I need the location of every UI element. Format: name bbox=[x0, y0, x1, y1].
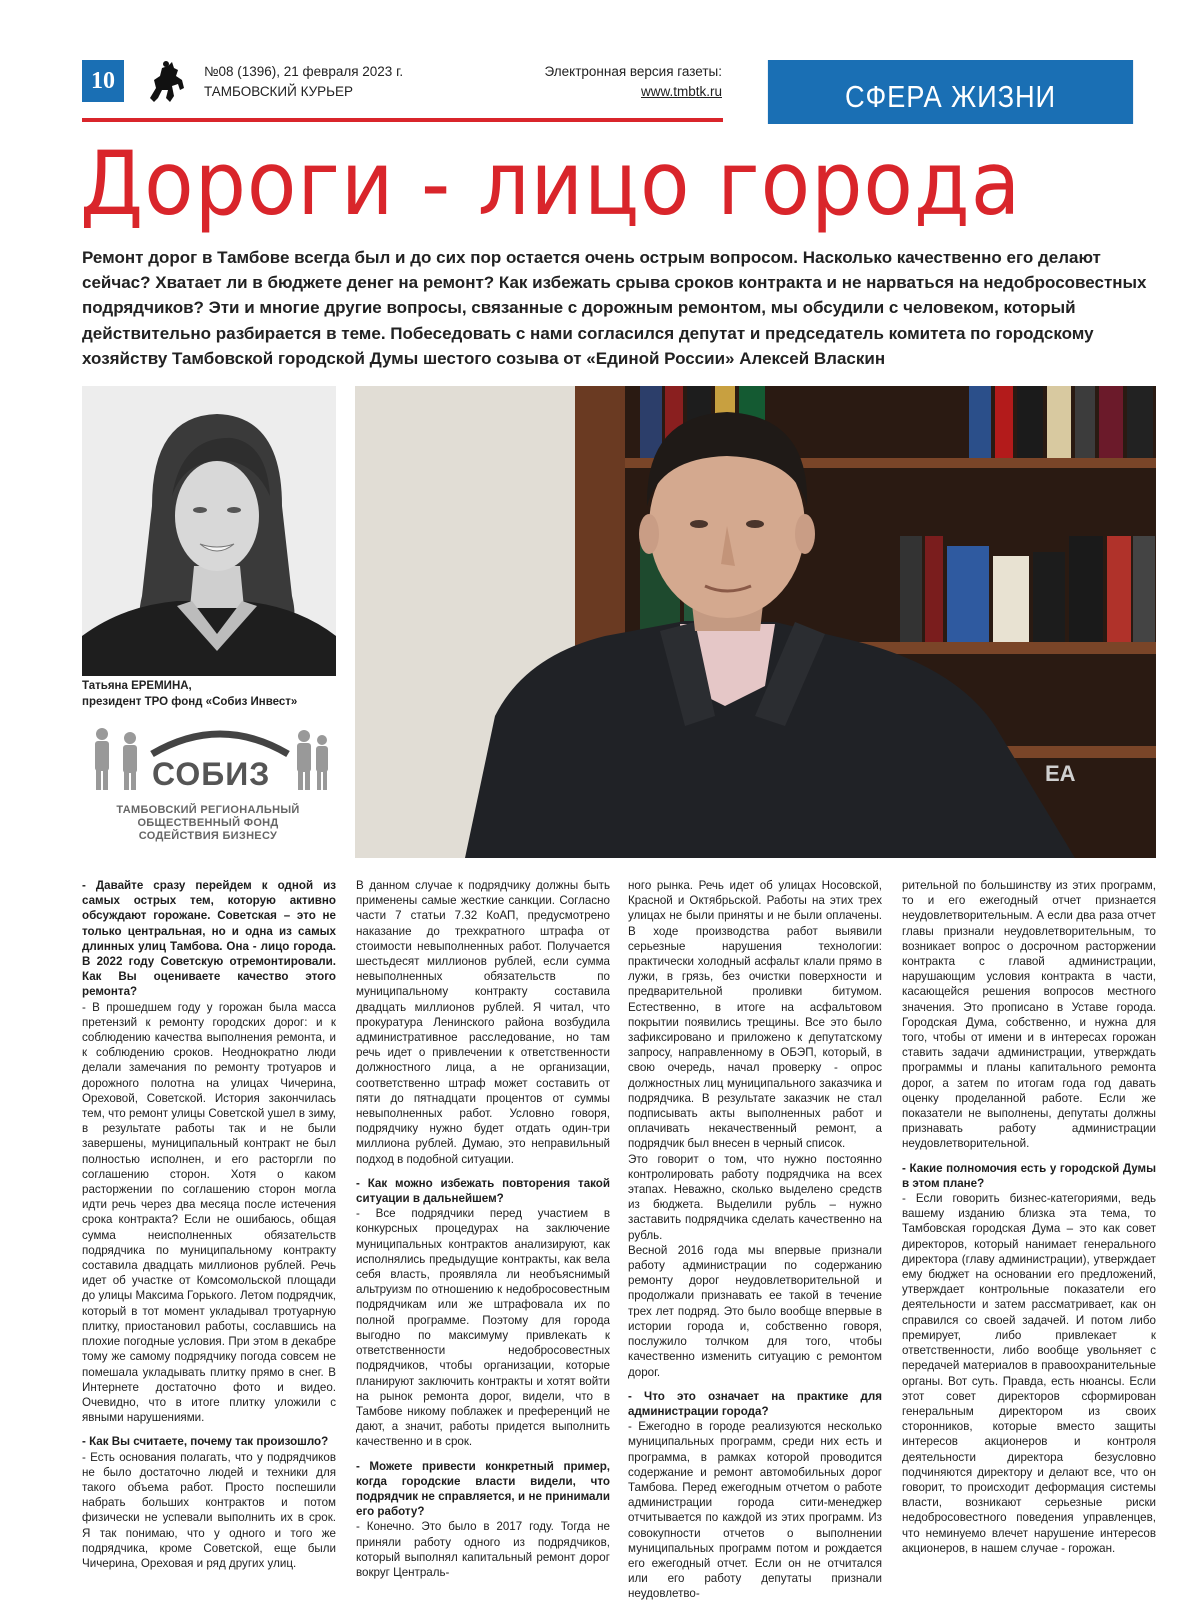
article-column-2 bbox=[356, 878, 610, 1580]
sobiz-description bbox=[88, 804, 328, 843]
site-link[interactable]: www.tmbtk.ru bbox=[640, 84, 722, 99]
issue-info bbox=[204, 62, 403, 102]
page-header bbox=[82, 58, 1158, 128]
portrait-photo-main bbox=[355, 386, 1156, 858]
eversion-label: Электронная версия газеты: bbox=[544, 64, 722, 79]
article-column-3 bbox=[628, 878, 882, 1602]
sobiz-desc-line: ТАМБОВСКИЙ РЕГИОНАЛЬНЫЙ bbox=[116, 804, 300, 816]
horseman-logo-icon bbox=[142, 58, 190, 106]
newspaper-name: ТАМБОВСКИЙ КУРЬЕР bbox=[204, 84, 354, 99]
interview-answer: - Есть основания полагать, что у подрядчиков не было достаточно людей и техники для такого объема работ. Просто поспешили набрать больших контрактов и потом физически не успевали выполнить их в срок. Я так понимаю, что у одного и того же подрядчика, кроме Советской, еще были Чичерина, Ореховая и ряд других улиц. bbox=[82, 1450, 336, 1570]
photo-caption bbox=[82, 678, 336, 710]
sobiz-desc-line: ОБЩЕСТВЕННЫЙ ФОНД bbox=[137, 817, 279, 829]
sobiz-wordmark: СОБИЗ bbox=[152, 756, 271, 792]
interview-answer: - Конечно. Это было в 2017 году. Тогда не приняли работу одного из подрядчиков, который выполнял капитальный ремонт дорог вокруг Централь- bbox=[356, 1520, 610, 1579]
portrait-photo-small bbox=[82, 386, 336, 676]
interview-answer: - Все подрядчики перед участием в конкурсных процедурах на заключение муниципальных контрактов анализируют, как исполнялись предыдущие контракты, как вела себя власть, проявляла ли необъяснимый альтруизм по отношению к недобросовестным подрядчикам или же штрафовала их по полной программе. Поэтому для города выгодно по максимуму привлекать к ответственности недобросовестных подрядчиков, чтобы организации, которые планируют заключить контракты и хотят войти на рынок ремонта дорог, видели, что в Тамбове никому поблажек и преференций не дают, а значит, работы придется выполнить качественно и в срок. bbox=[356, 1207, 610, 1449]
interview-answer: - В прошедшем году у горожан была масса претензий к ремонту городских дорог: и к соблюдению качества выполнения ремонта, и к соблюдению сроков. Неоднократно люди делали замечания по ремонту тротуаров и дорожного полотна на улицах Чичерина, Ореховой, Советской. История закончилась тем, что ремонт улицы Советской ушел в зиму, в результате работы так и не были завершены, муниципальный контракт не был полностью исполнен, и его расторгли по соглашению сторон. Хотя о каком расторжении по соглашению сторон могла идти речь через два месяца после истечения срока контракта? Если не ошибаюсь, общая сумма неисполненных обязательств подрядчика по муниципальному контракту составила двадцать миллионов рублей. Речь идет об участке от Комсомольской площади до улицы Максима Горького. Летом подрядчик, который в тот момент укладывал тротуарную плитку, приостановил работы, сославшись на плохие погодные условия. При этом в декабре тому же самому подрядчику погода совсем не помешала укладывать плитку прямо в снег. В Интернете достаточно фото и видео. Очевидно, что в итоге плитку уложили с явными нарушениями. bbox=[82, 1000, 336, 1425]
sobiz-desc-line: СОДЕЙСТВИЯ БИЗНЕСУ bbox=[138, 830, 278, 842]
caption-name: Татьяна ЕРЕМИНА, bbox=[82, 680, 192, 692]
article-lead: Ремонт дорог в Тамбове всегда был и до сих пор остается очень острым вопросом. Насколько качественно его делают сейчас? Хватает ли в бюджете денег на ремонт? Как избежать срыва сроков контракта и не нарваться на недобросовестных подрядчиков? Эти и многие другие вопросы, связанные с дорожным ремонтом, мы обсудили с человеком, который действительно разбирается в теме. Побеседовать с нами согласился депутат и председатель комитета по городскому хозяйству Тамбовской городской Думы шестого созыва от «Единой России» Алексей Власкин bbox=[82, 248, 1147, 368]
interview-answer: Это говорит о том, что нужно постоянно контролировать работу подрядчика на всех этапах. Неважно, сколько выделено средств из бюджета. Выделили рубль – нужно заставить подрядчика сделать качественно на рубль. bbox=[628, 1152, 882, 1242]
interview-question: - Можете привести конкретный пример, когда городские власти видели, что подрядчик не справляется, и не принимали его работу? bbox=[356, 1459, 610, 1519]
interview-answer: В данном случае к подрядчику должны быть применены самые жесткие санкции. Согласно части 7 статьи 7.32 КоАП, предусмотрено наказание до трехкратного штрафа от стоимости невыполненных работ. Получается шестьдесят миллионов рублей, если сумма невыполненных обязательств по муниципальному контракту составила двадцать миллионов рублей. Я читал, что прокуратура Ленинского района возбудила административное расследование, но там речь идет о привлечении к ответственности должностного лица, а не организации, соответственно штраф может составить от пяти до пятнадцати процентов от суммы невыполненных работ. Условно говоря, подрядчику нужно будет отдать один-три миллиона рублей. Думаю, это неправильный подход в подобной ситуации. bbox=[356, 879, 610, 1166]
interview-answer: Весной 2016 года мы впервые признали работу администрации по содержанию ремонту дорог неудовлетворительной и продолжали признавать ее такой в течение трех лет подряд. Это было вообще впервые в истории города и, собственно говоря, послужило толчком для того, чтобы качественно изменить ситуацию с ремонтом дорог. bbox=[628, 1243, 882, 1379]
interview-question: - Как Вы считаете, почему так произошло? bbox=[82, 1435, 329, 1449]
article-column-1 bbox=[82, 878, 336, 1571]
article-headline: Дороги - лицо города bbox=[80, 132, 1022, 235]
article-column-4 bbox=[902, 878, 1156, 1556]
man-portrait-image bbox=[355, 386, 1156, 858]
interview-answer: рительной по большинству из этих программ, то и его ежегодный отчет признается неудовлетворительным. А если два раза отчет главы признали неудовлетворительным, то возникает вопрос о досрочном расторжении контракта с главой администрации, нарушающим условия контракта в части, касающейся решения вопросов местного значения. Это прописано в Уставе города. Городская Дума, собственно, и нужна для того, чтобы от имени и в интересах горожан ставить задачи администрации, утверждать программы и планы капитального ремонта дорог, а затем по итогам года год давать оценку проделанной работе. Если же показатели не выполнены, депутаты должны признавать работу администрации неудовлетворительной. bbox=[902, 879, 1156, 1151]
jacket-logo: EA bbox=[1045, 761, 1076, 786]
interview-answer: - Ежегодно в городе реализуются несколько муниципальных программ, среди них есть и программа, в рамках которой проводится содержание и ремонт автомобильных дорог Тамбова. Перед ежегодным отчетом о работе администрации города сити-менеджер отчитывается по каждой из этих программ. Из совокупности отчетов о выполнении муниципальных программ потом и рождается его ежегодный отчет. Если он не отчитался или его работу депутаты признали неудовлетво- bbox=[628, 1420, 882, 1601]
page-number: 10 bbox=[82, 60, 124, 102]
interview-question: - Какие полномочия есть у городской Думы в этом плане? bbox=[902, 1161, 1156, 1190]
issue-line: №08 (1396), 21 февраля 2023 г. bbox=[204, 64, 404, 79]
caption-role: президент ТРО фонд «Собиз Инвест» bbox=[82, 696, 298, 708]
section-badge: СФЕРА ЖИЗНИ bbox=[768, 60, 1133, 124]
interview-question: - Что это означает на практике для администрации города? bbox=[628, 1389, 882, 1418]
sobiz-logo bbox=[88, 720, 328, 850]
woman-portrait-image bbox=[82, 386, 336, 676]
interview-question: - Как можно избежать повторения такой ситуации в дальнейшем? bbox=[356, 1176, 610, 1206]
interview-answer: ного рынка. Речь идет об улицах Носовской, Красной и Октябрьской. Работы на этих трех улицах не были приняты и не были оплачены. В ходе производства работ выявили серьезные нарушения технологии: практически холодный асфальт клали прямо в лужи, в грязь, без очистки поверхности и предварительной проливки битумом. Естественно, в итоге на асфальтовом покрытии появились трещины. Все это было зафиксировано и приложено к депутатскому запросу, направленному в ОБЭП, который, в свою очередь, начал проверку - опрос должностных лиц муниципального заказчика и подрядчика. В результате заказчик не стал подписывать акты выполненных работ и оплачивать некачественный ремонт, а подрядчик был внесен в черный список. bbox=[628, 879, 882, 1151]
header-divider bbox=[82, 118, 723, 122]
interview-question: - Давайте сразу перейдем к одной из самых острых тем, которую активно обсуждают горожане. Советская – это не только центральная, но и одна из самых длинных улиц Тамбова. Она - лицо города. В 2022 году Советскую отремонтировали. Как Вы оцениваете качество этого ремонта? bbox=[82, 879, 336, 999]
electronic-version bbox=[545, 62, 722, 102]
interview-answer: - Если говорить бизнес-категориями, ведь вашему изданию близка эта тема, то Тамбовская городская Дума – это как совет директоров, который нанимает генерального директора (главу администрации), утверждает ему бюджет на основании его предложений, утверждает контрольные показатели его деятельности и затем рассматривает, как он справился со своей задачей. И потом либо премирует, либо привлекает к ответственности, либо вообще увольняет с передачей материалов в правоохранительные органы. Вот суть. Правда, есть нюансы. Если этот совет директоров сформирован генеральным директором из своих сторонников, которые вместо защиты интересов акционеров и контроля деятельности директора безусловно подчиняются директору и делают все, что он говорит, то происходит деформация системы власти, возникают серьезные риски недобросовестного поведения управленцев, что неминуемо влечет нарушение интересов акционеров, в нашем случае - горожан. bbox=[902, 1192, 1156, 1555]
